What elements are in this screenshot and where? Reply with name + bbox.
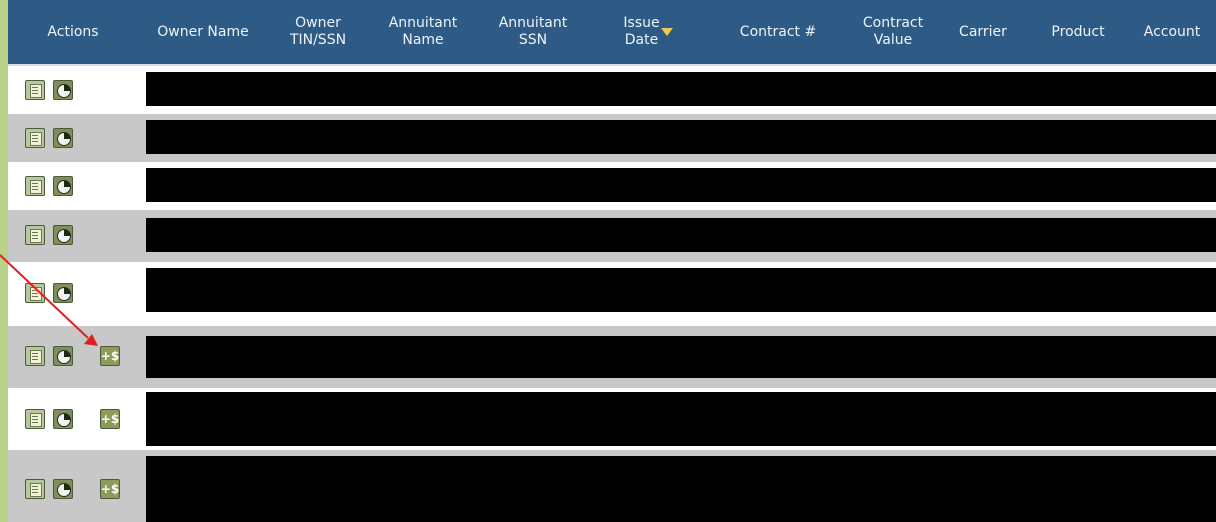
redacted-row-data bbox=[146, 456, 1216, 522]
col-header-annuitant-ssn[interactable]: Annuitant SSN bbox=[498, 15, 568, 48]
redacted-row-data bbox=[146, 168, 1216, 202]
redacted-row-data bbox=[146, 218, 1216, 252]
view-details-icon[interactable] bbox=[25, 346, 45, 366]
view-details-icon[interactable] bbox=[25, 80, 45, 100]
table-row bbox=[8, 388, 1216, 450]
table-row bbox=[8, 66, 1216, 114]
col-header-contract-value[interactable]: Contract Value bbox=[862, 15, 924, 48]
left-accent-strip bbox=[0, 0, 8, 522]
col-header-owner-tin[interactable]: Owner TIN/SSN bbox=[289, 15, 347, 48]
table-row bbox=[8, 210, 1216, 262]
pie-chart-icon[interactable] bbox=[53, 479, 73, 499]
view-details-icon[interactable] bbox=[25, 128, 45, 148]
table-header bbox=[8, 0, 1216, 66]
table-row bbox=[8, 326, 1216, 388]
view-details-icon[interactable] bbox=[25, 283, 45, 303]
redacted-row-data bbox=[146, 392, 1216, 446]
redacted-row-data bbox=[146, 72, 1216, 106]
redacted-row-data bbox=[146, 120, 1216, 154]
table-row bbox=[8, 114, 1216, 162]
col-header-actions[interactable]: Actions bbox=[47, 23, 99, 40]
pie-chart-icon[interactable] bbox=[53, 176, 73, 196]
redacted-row-data bbox=[146, 336, 1216, 378]
view-details-icon[interactable] bbox=[25, 225, 45, 245]
col-header-issue-date[interactable]: Issue Date bbox=[588, 0, 708, 64]
pie-chart-icon[interactable] bbox=[53, 283, 73, 303]
sort-desc-icon bbox=[661, 28, 673, 36]
add-money-icon[interactable]: +$ bbox=[100, 479, 120, 499]
col-header-account[interactable]: Account bbox=[1143, 23, 1201, 40]
table-row bbox=[8, 450, 1216, 522]
col-header-product[interactable]: Product bbox=[1051, 23, 1105, 40]
redacted-row-data bbox=[146, 268, 1216, 312]
col-header-contract-number[interactable]: Contract # bbox=[739, 23, 817, 40]
col-header-annuitant-name[interactable]: Annuitant Name bbox=[388, 15, 458, 48]
pie-chart-icon[interactable] bbox=[53, 80, 73, 100]
pie-chart-icon[interactable] bbox=[53, 409, 73, 429]
pie-chart-icon[interactable] bbox=[53, 128, 73, 148]
view-details-icon[interactable] bbox=[25, 176, 45, 196]
col-header-owner-name[interactable]: Owner Name bbox=[157, 23, 249, 40]
pie-chart-icon[interactable] bbox=[53, 225, 73, 245]
col-header-carrier[interactable]: Carrier bbox=[959, 23, 1007, 40]
pie-chart-icon[interactable] bbox=[53, 346, 73, 366]
table-row bbox=[8, 162, 1216, 210]
view-details-icon[interactable] bbox=[25, 409, 45, 429]
add-money-icon[interactable]: +$ bbox=[100, 409, 120, 429]
add-money-icon[interactable]: +$ bbox=[100, 346, 120, 366]
view-details-icon[interactable] bbox=[25, 479, 45, 499]
table-row bbox=[8, 262, 1216, 326]
